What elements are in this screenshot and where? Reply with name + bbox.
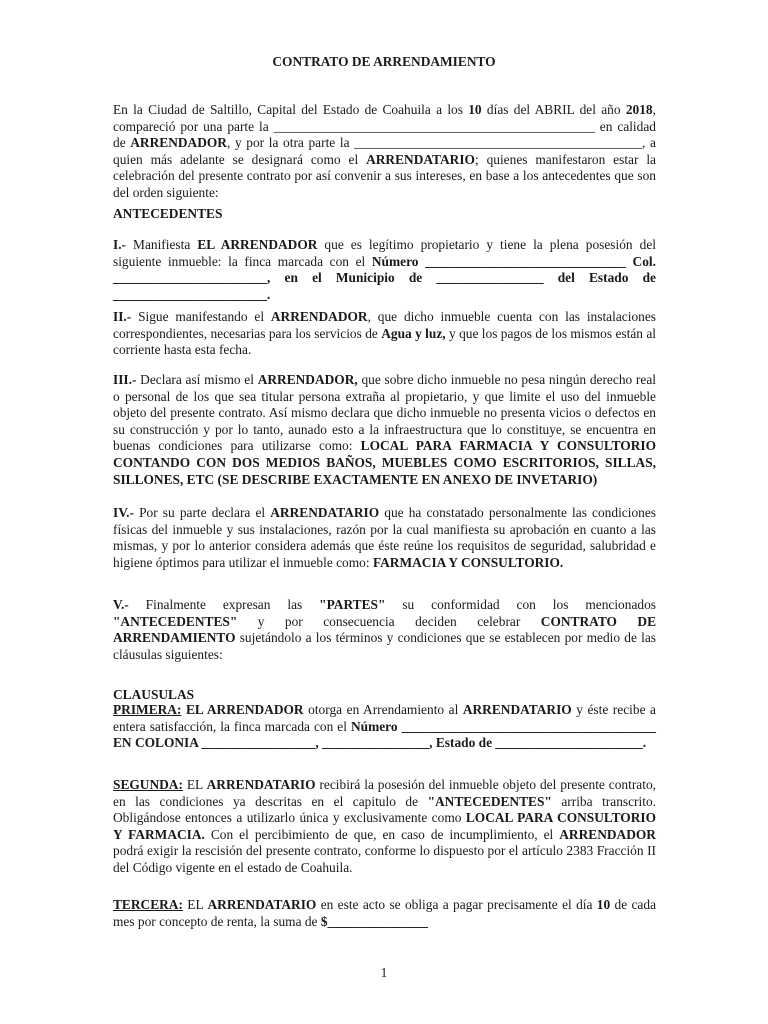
clause-text: Con el percibimiento de que, en caso de incumplimiento, el — [204, 826, 560, 842]
intro-text: En la Ciudad de Saltillo, Capital del Estado de Coahuila a los — [113, 102, 469, 117]
antecedente-text: y por consecuencia deciden celebrar — [237, 613, 541, 629]
contract-day: 10 — [468, 102, 482, 117]
clause-text: en este acto se obliga a pagar precisamente el día — [316, 897, 597, 912]
clause-label: PRIMERA: — [113, 702, 182, 717]
antecedente-text: su conformidad con los mencionados — [385, 597, 656, 612]
document-title: CONTRATO DE ARRENDAMIENTO — [272, 54, 496, 69]
clause-bold: $_______________ — [320, 913, 428, 929]
antecedente-bold: "PARTES" — [319, 597, 386, 612]
clause-text: podrá exigir la rescisión del presente contrato, conforme lo dispuesto por el artículo 2383 Fracción II del Código vigente en el estado de Coahuila. — [113, 843, 656, 875]
antecedente-bold: FARMACIA Y CONSULTORIO. — [372, 554, 564, 570]
antecedente-bold: Número ______________________________ Col. _______________________, en el Municipio de ________________ del Estado de _______________________. — [113, 253, 656, 302]
antecedente-number: III.- — [113, 372, 137, 387]
clause-label: TERCERA: — [113, 897, 183, 912]
clause-bold: ARRENDADOR — [559, 826, 656, 842]
intro-text: días del ABRIL del año — [481, 102, 626, 117]
clause-bold: ARRENDATARIO — [207, 897, 317, 912]
clause-text: otorga en Arrendamiento al — [303, 702, 463, 717]
clause-bold: ARRENDATARIO — [206, 777, 316, 792]
antecedente-text: Manifiesta — [126, 237, 198, 252]
antecedente-number: V.- — [113, 597, 129, 612]
clausula-segunda — [113, 777, 656, 877]
antecedente-text: Declara así mismo el — [136, 372, 258, 387]
clause-bold: LOCAL PARA CONSULTORIO Y FARMACIA. — [113, 810, 656, 842]
antecedente-bold: ARRENDADOR, — [257, 372, 358, 387]
clausulas-heading: CLAUSULAS — [113, 687, 195, 702]
antecedente-number: I.- — [113, 237, 127, 252]
clause-text: arriba transcrito. Obligándose entonces a utilizarlo única y exclusivamente como — [113, 793, 656, 826]
antecedente-bold: CONTRATO DE ARRENDAMIENTO — [113, 613, 656, 646]
antecedente-text: sujetándolo a los términos y condiciones que se establecen por medio de las cláusulas siguientes: — [113, 630, 656, 662]
clausula-primera — [113, 702, 656, 752]
clause-text: recibirá la posesión del inmueble objeto del presente contrato, en las condiciones ya descritas en el capitulo de — [113, 777, 656, 809]
arrendador-label: ARRENDADOR — [130, 135, 227, 151]
antecedente-2 — [113, 309, 656, 359]
intro-paragraph — [113, 102, 656, 202]
antecedente-bold: "ANTECEDENTES" — [113, 613, 238, 629]
clause-text: EL — [182, 777, 207, 792]
antecedente-bold: ARRENDADOR — [270, 309, 368, 324]
clause-text: EL — [182, 897, 208, 912]
clause-text: y éste recibe a entera satisfacción, la finca marcada con el — [113, 702, 656, 734]
antecedentes-heading: ANTECEDENTES — [113, 206, 223, 221]
clause-text: de cada mes por concepto de renta, la suma de — [113, 897, 657, 929]
clause-bold: EL ARRENDADOR — [181, 702, 304, 717]
antecedente-3 — [113, 372, 656, 488]
antecedente-text: que sobre dicho inmueble no pesa ningún derecho real o personal de los que sea titular persona extraña al propietario, y que limite el uso del inmueble objeto del presente contrato. Así mismo declara que dicho inmueble no presenta vicios o defectos en su construcción y por lo tanto, aunado esto a la infraestructura que lo constituye, se encuentra en buenas condiciones para utilizarse como: — [113, 372, 656, 454]
clause-bold: "ANTECEDENTES" — [427, 793, 552, 809]
antecedente-text: Por su parte declara el — [133, 505, 271, 520]
contract-year: 2018 — [625, 102, 653, 117]
antecedente-4 — [113, 505, 656, 571]
intro-text: , compareció por una parte la ________________________________________________ en calidad de — [113, 102, 656, 151]
antecedente-text: que es legítimo propietario y tiene la plena posesión del siguiente inmueble: la finca marcada con el — [113, 237, 656, 269]
intro-text: , y por la otra parte la ___________________________________________, a quien más adelante se designará como el — [113, 135, 656, 167]
antecedente-bold: LOCAL PARA FARMACIA Y CONSULTORIO CONTANDO CON DOS MEDIOS BAÑOS, MUEBLES COMO ESCRITORIOS, SILLAS, SILLONES, ETC (SE DESCRIBE EXACTAMENTE EN ANEXO DE INVETARIO) — [113, 438, 656, 487]
antecedente-text: Sigue manifestando el — [131, 309, 271, 324]
antecedente-number: IV.- — [113, 505, 134, 520]
clause-bold: 10 — [596, 897, 611, 912]
clausula-tercera — [113, 897, 656, 930]
arrendatario-label: ARRENDATARIO — [366, 151, 475, 167]
antecedente-5 — [113, 597, 656, 663]
antecedente-bold: ARRENDATARIO — [270, 505, 380, 520]
antecedente-text: Finalmente expresan las — [128, 597, 320, 612]
clause-label: SEGUNDA: — [113, 777, 183, 792]
clause-bold: ARRENDATARIO — [462, 702, 572, 717]
antecedente-number: II.- — [113, 309, 132, 324]
page-number: 1 — [380, 965, 388, 980]
antecedente-1 — [113, 237, 656, 303]
clause-bold: Número ______________________________________ EN COLONIA _________________, ________________, Estado de ______________________. — [113, 718, 656, 751]
antecedente-text: que ha constatado personalmente las condiciones físicas del inmueble y sus instalaciones, razón por la cual manifiesta su aprobación en cuanto a las mismas, y por lo anterior considera además que éste reúne los requisitos de seguridad, salubridad e higiene óptimos para utilizar el inmueble como: — [113, 505, 656, 570]
antecedente-bold: Agua y luz, — [381, 325, 446, 341]
antecedente-text: , que dicho inmueble cuenta con las instalaciones correspondientes, necesarias para los servicios de — [113, 309, 656, 341]
antecedente-bold: EL ARRENDADOR — [197, 237, 318, 252]
intro-text: ; quienes manifestaron estar la celebración del presente contrato por así convenir a sus intereses, en base a los antecedentes que son del orden siguiente: — [113, 151, 657, 200]
antecedente-text: y que los pagos de los mismos están al corriente hasta esta fecha. — [113, 325, 656, 358]
